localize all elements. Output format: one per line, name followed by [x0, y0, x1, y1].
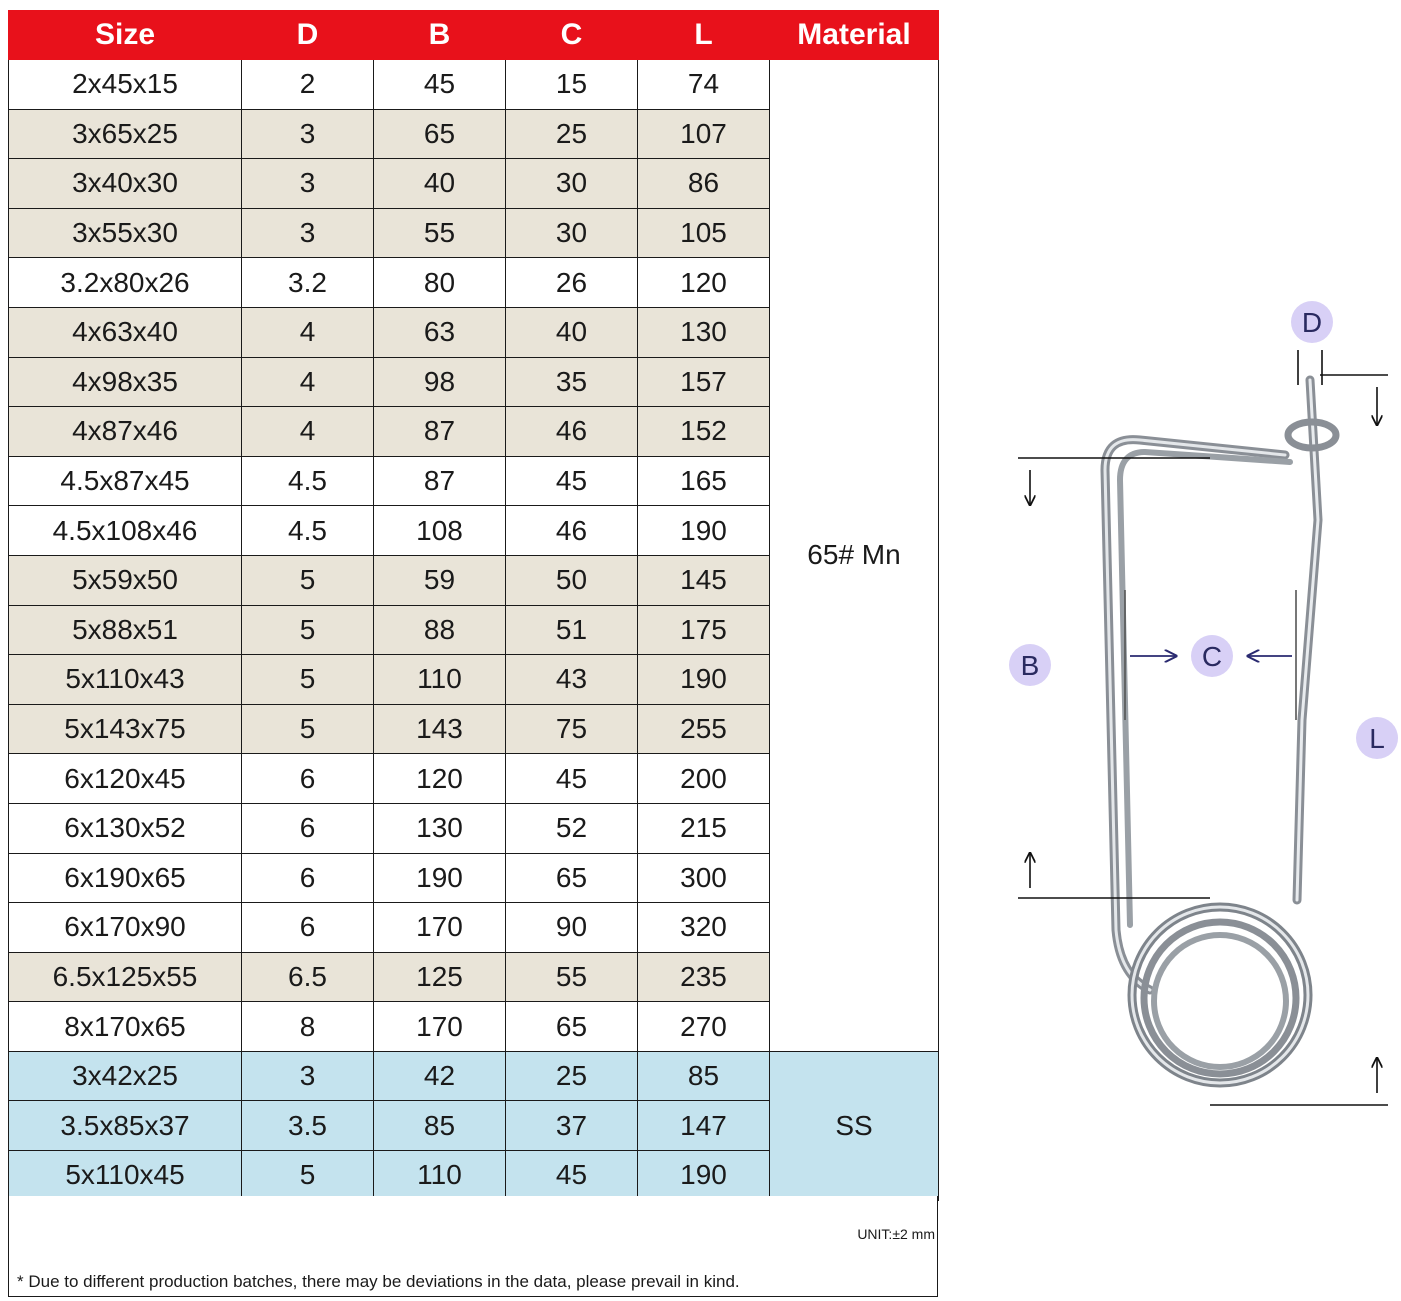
cell-b: 42 — [374, 1051, 506, 1101]
header-c: C — [506, 11, 638, 60]
cell-c: 30 — [506, 159, 638, 209]
cell-b: 143 — [374, 704, 506, 754]
label-b-text: B — [1020, 650, 1040, 681]
cell-d: 4 — [242, 307, 374, 357]
cell-d: 3 — [242, 208, 374, 258]
cell-c: 45 — [506, 1151, 638, 1201]
wire-pin-drawing — [1105, 380, 1336, 1083]
cell-size: 4.5x87x45 — [9, 456, 242, 506]
cell-d: 3 — [242, 109, 374, 159]
cell-size: 4.5x108x46 — [9, 506, 242, 556]
wire-right-leg-highlight — [1297, 380, 1318, 900]
cell-size: 6x120x45 — [9, 754, 242, 804]
cell-b: 125 — [374, 952, 506, 1002]
table-row — [9, 1051, 939, 1101]
label-d — [1291, 301, 1333, 343]
cell-d: 4.5 — [242, 506, 374, 556]
cell-d: 3.5 — [242, 1101, 374, 1151]
cell-c: 46 — [506, 506, 638, 556]
cell-d: 6 — [242, 803, 374, 853]
cell-l: 235 — [638, 952, 770, 1002]
cell-l: 152 — [638, 407, 770, 457]
cell-b: 80 — [374, 258, 506, 308]
cell-size: 3x42x25 — [9, 1051, 242, 1101]
cell-c: 26 — [506, 258, 638, 308]
cell-c: 43 — [506, 655, 638, 705]
cell-size: 4x98x35 — [9, 357, 242, 407]
cell-l: 190 — [638, 655, 770, 705]
cell-b: 108 — [374, 506, 506, 556]
cell-l: 107 — [638, 109, 770, 159]
cell-b: 87 — [374, 456, 506, 506]
cell-size: 6.5x125x55 — [9, 952, 242, 1002]
cell-size: 3x55x30 — [9, 208, 242, 258]
cell-c: 55 — [506, 952, 638, 1002]
cell-size: 5x110x43 — [9, 655, 242, 705]
header-l: L — [638, 11, 770, 60]
spec-table — [8, 10, 939, 1201]
cell-d: 5 — [242, 555, 374, 605]
cell-c: 65 — [506, 1002, 638, 1052]
cell-size: 4x63x40 — [9, 307, 242, 357]
cell-l: 145 — [638, 555, 770, 605]
cell-c: 25 — [506, 1051, 638, 1101]
cell-l: 147 — [638, 1101, 770, 1151]
cell-b: 110 — [374, 1151, 506, 1201]
cell-b: 63 — [374, 307, 506, 357]
header-size: Size — [9, 11, 242, 60]
cell-d: 2 — [242, 60, 374, 110]
cell-d: 3.2 — [242, 258, 374, 308]
cell-l: 120 — [638, 258, 770, 308]
cell-size: 6x170x90 — [9, 903, 242, 953]
header-b: B — [374, 11, 506, 60]
cell-d: 3 — [242, 1051, 374, 1101]
cell-d: 5 — [242, 1151, 374, 1201]
cell-c: 46 — [506, 407, 638, 457]
cell-d: 5 — [242, 605, 374, 655]
label-c — [1191, 635, 1233, 677]
cell-c: 25 — [506, 109, 638, 159]
cell-size: 3.2x80x26 — [9, 258, 242, 308]
cell-b: 55 — [374, 208, 506, 258]
header-material: Material — [770, 11, 939, 60]
cell-size: 5x110x45 — [9, 1151, 242, 1201]
cell-d: 4 — [242, 357, 374, 407]
cell-b: 98 — [374, 357, 506, 407]
material-cell-ss: SS — [770, 1051, 939, 1200]
label-c-text: C — [1201, 641, 1223, 672]
wire-inner — [1120, 452, 1290, 925]
cell-b: 110 — [374, 655, 506, 705]
cell-l: 300 — [638, 853, 770, 903]
cell-size: 4x87x46 — [9, 407, 242, 457]
cell-d: 6 — [242, 853, 374, 903]
cell-b: 170 — [374, 903, 506, 953]
cell-l: 157 — [638, 357, 770, 407]
cell-l: 74 — [638, 60, 770, 110]
cell-l: 270 — [638, 1002, 770, 1052]
cell-c: 15 — [506, 60, 638, 110]
cell-b: 40 — [374, 159, 506, 209]
cell-l: 105 — [638, 208, 770, 258]
cell-d: 8 — [242, 1002, 374, 1052]
cell-c: 90 — [506, 903, 638, 953]
cell-l: 215 — [638, 803, 770, 853]
cell-c: 45 — [506, 754, 638, 804]
cell-size: 5x88x51 — [9, 605, 242, 655]
cell-c: 35 — [506, 357, 638, 407]
cell-b: 59 — [374, 555, 506, 605]
cell-b: 130 — [374, 803, 506, 853]
cell-c: 65 — [506, 853, 638, 903]
cell-b: 170 — [374, 1002, 506, 1052]
pin-diagram — [990, 290, 1400, 1130]
cell-d: 4 — [242, 407, 374, 457]
label-d-text: D — [1301, 307, 1323, 338]
cell-d: 6 — [242, 754, 374, 804]
label-l — [1356, 717, 1398, 759]
unit-note: UNIT:±2 mm — [857, 1226, 935, 1242]
cell-l: 255 — [638, 704, 770, 754]
cell-size: 8x170x65 — [9, 1002, 242, 1052]
cell-size: 3.5x85x37 — [9, 1101, 242, 1151]
cell-c: 40 — [506, 307, 638, 357]
cell-d: 6.5 — [242, 952, 374, 1002]
cell-l: 175 — [638, 605, 770, 655]
cell-c: 50 — [506, 555, 638, 605]
cell-size: 6x130x52 — [9, 803, 242, 853]
cell-d: 4.5 — [242, 456, 374, 506]
cell-c: 45 — [506, 456, 638, 506]
cell-b: 87 — [374, 407, 506, 457]
cell-c: 51 — [506, 605, 638, 655]
dimension-lines — [1018, 350, 1388, 1105]
cell-c: 52 — [506, 803, 638, 853]
cell-b: 65 — [374, 109, 506, 159]
material-cell-mn: 65# Mn — [770, 60, 939, 1052]
coil-inner — [1154, 935, 1286, 1067]
cell-b: 120 — [374, 754, 506, 804]
disclaimer-note: * Due to different production batches, there may be deviations in the data, please prevail in kind. — [17, 1272, 740, 1291]
cell-size: 3x65x25 — [9, 109, 242, 159]
cell-d: 5 — [242, 704, 374, 754]
cell-l: 165 — [638, 456, 770, 506]
cell-l: 86 — [638, 159, 770, 209]
header-row — [9, 11, 939, 60]
cell-d: 5 — [242, 655, 374, 705]
coil-middle — [1144, 922, 1296, 1074]
label-l-text: L — [1369, 723, 1385, 754]
cell-b: 88 — [374, 605, 506, 655]
table-row — [9, 60, 939, 110]
cell-c: 30 — [506, 208, 638, 258]
notes-panel — [8, 1196, 938, 1297]
cell-l: 320 — [638, 903, 770, 953]
cell-size: 6x190x65 — [9, 853, 242, 903]
cell-size: 3x40x30 — [9, 159, 242, 209]
cell-c: 37 — [506, 1101, 638, 1151]
cell-l: 190 — [638, 506, 770, 556]
label-b — [1009, 644, 1051, 686]
cell-b: 190 — [374, 853, 506, 903]
cell-d: 6 — [242, 903, 374, 953]
cell-l: 200 — [638, 754, 770, 804]
cell-l: 190 — [638, 1151, 770, 1201]
cell-size: 5x59x50 — [9, 555, 242, 605]
cell-b: 45 — [374, 60, 506, 110]
cell-d: 3 — [242, 159, 374, 209]
header-d: D — [242, 11, 374, 60]
cell-c: 75 — [506, 704, 638, 754]
cell-b: 85 — [374, 1101, 506, 1151]
cell-l: 85 — [638, 1051, 770, 1101]
cell-l: 130 — [638, 307, 770, 357]
cell-size: 2x45x15 — [9, 60, 242, 110]
cell-size: 5x143x75 — [9, 704, 242, 754]
